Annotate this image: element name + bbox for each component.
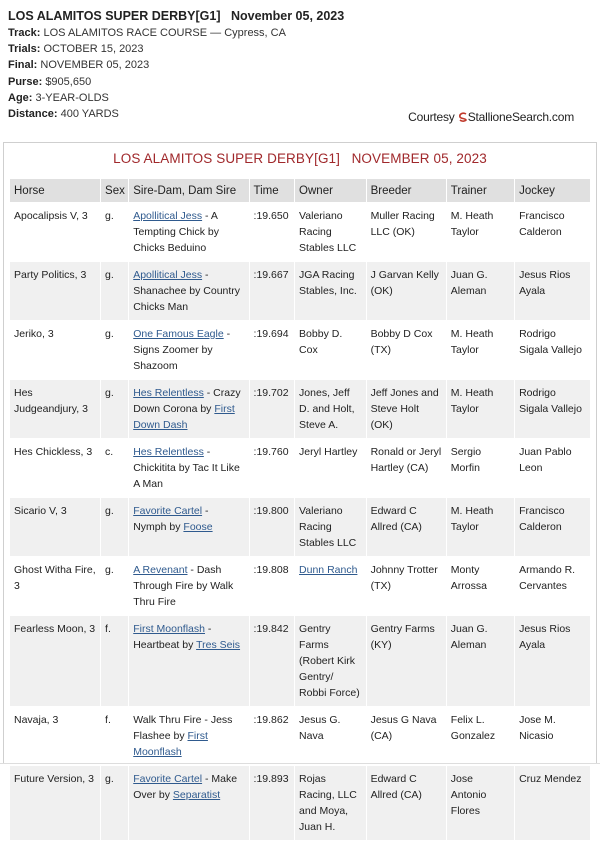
table-row [10,498,591,557]
horse-cell: Party Politics, 3 [10,262,101,321]
final-line [8,57,592,73]
sex-cell: g. [101,766,129,841]
purse-label: Purse: [8,75,43,88]
purse-value: $905,650 [45,75,92,88]
jockey-cell: Francisco Calderon [515,498,591,557]
jockey-cell: Jose M. Nicasio [515,707,591,766]
jockey-cell: Francisco Calderon [515,203,591,262]
jockey-cell: Armando R. Cervantes [515,557,591,616]
sire-dam-text: - Crazy Down Corona by [133,387,241,415]
breeder-cell: Edward C Allred (CA) [366,498,446,557]
age-value: 3-YEAR-OLDS [35,91,109,104]
sire-dam-text: - Heartbeat by [133,623,212,651]
sire-dam-text: - Chickitita by Tac It Like A Man [133,446,240,490]
table-row [10,203,591,262]
courtesy-credit [408,110,574,124]
col-header-breeder: Breeder [366,179,446,203]
race-title: LOS ALAMITOS SUPER DERBY[G1] [8,9,221,23]
owner-cell: Rojas Racing, LLC and Moya, Juan H. [295,766,367,841]
sex-cell: g. [101,498,129,557]
trainer-cell: M. Heath Taylor [446,203,514,262]
owner-cell: Valeriano Racing Stables LLC [295,498,367,557]
breeder-cell: J Garvan Kelly (OK) [366,262,446,321]
time-cell: :19.842 [249,616,295,707]
sire-dam-text: - Make Over by [133,773,238,801]
sire-link[interactable]: Hes Relentless [133,387,204,399]
sex-cell: g. [101,203,129,262]
sire-link[interactable]: Hes Relentless [133,446,204,458]
trainer-cell: Sergio Morfin [446,439,514,498]
sire-dam-text: - Jess Flashee by [133,714,233,742]
table-row [10,707,591,766]
owner-cell: JGA Racing Stables, Inc. [295,262,367,321]
sire-link[interactable]: A Revenant [133,564,188,576]
jockey-cell: Juan Pablo Leon [515,439,591,498]
sire-cell [129,557,249,616]
table-row [10,380,591,439]
trainer-cell: M. Heath Taylor [446,380,514,439]
sex-cell: g. [101,321,129,380]
distance-value: 400 YARDS [60,108,119,121]
sire-link[interactable]: One Famous Eagle [133,328,224,340]
trials-label: Trials: [8,43,41,56]
sire-link[interactable]: Favorite Cartel [133,505,203,517]
sire-dam-text: - Signs Zoomer by Shazoom [133,328,231,372]
sire-dam-text: - Shanachee by Country Chicks Man [133,269,241,313]
damsire-link[interactable]: Separatist [172,789,221,801]
sire-link[interactable]: Favorite Cartel [133,773,203,785]
trainer-cell: Juan G. Aleman [446,262,514,321]
owner-cell: Jeryl Hartley [295,439,367,498]
breeder-cell: Ronald or Jeryl Hartley (CA) [366,439,446,498]
col-header-sex: Sex [101,179,129,203]
horse-cell: Future Version, 3 [10,766,101,841]
track-value: LOS ALAMITOS RACE COURSE — Cypress, CA [43,27,286,39]
jockey-cell: Rodrigo Sigala Vallejo [515,380,591,439]
time-cell: :19.694 [249,321,295,380]
owner-cell: Bobby D. Cox [295,321,367,380]
sire-dam-text: - A Tempting Chick by Chicks Beduino [133,210,220,254]
breeder-cell: Jeff Jones and Steve Holt (OK) [366,380,446,439]
col-header-owner: Owner [295,179,367,203]
trials-line [8,41,592,57]
table-row [10,321,591,380]
track-label: Track: [8,27,41,39]
trainer-cell: Felix L. Gonzalez [446,707,514,766]
trials-value: OCTOBER 15, 2023 [43,43,144,56]
horse-cell: Jeriko, 3 [10,321,101,380]
trainer-cell: Jose Antonio Flores [446,766,514,841]
age-label: Age: [8,91,33,104]
sire-cell [129,616,249,707]
owner-cell [295,557,367,616]
time-cell: :19.702 [249,380,295,439]
col-header-trainer: Trainer [446,179,514,203]
table-title [4,151,596,173]
trainer-cell: Juan G. Aleman [446,616,514,707]
table-row [10,557,591,616]
sire-cell [129,380,249,439]
col-header-time: Time [249,179,295,203]
col-header-sire: Sire-Dam, Dam Sire [129,179,249,203]
page-bottom-divider [0,763,600,764]
time-cell: :19.800 [249,498,295,557]
results-table [9,178,591,841]
horse-cell: Hes Chickless, 3 [10,439,101,498]
sire-cell [129,262,249,321]
horse-cell: Navaja, 3 [10,707,101,766]
race-title-line [8,8,592,25]
table-row [10,616,591,707]
sire-link[interactable]: Apollitical Jess [133,210,203,222]
sire-cell [129,439,249,498]
sex-cell: g. [101,557,129,616]
sex-cell: f. [101,616,129,707]
sire-cell [129,203,249,262]
time-cell: :19.667 [249,262,295,321]
purse-line [8,74,592,90]
jockey-cell: Rodrigo Sigala Vallejo [515,321,591,380]
final-value: NOVEMBER 05, 2023 [40,59,150,72]
sire-cell [129,498,249,557]
breeder-cell: Gentry Farms (KY) [366,616,446,707]
breeder-cell: Bobby D Cox (TX) [366,321,446,380]
results-panel [3,142,597,833]
damsire-link[interactable]: Foose [183,521,213,533]
distance-label: Distance: [8,108,58,121]
sire-cell [129,321,249,380]
sire-dam-text: - Nymph by [133,505,209,533]
horse-cell: Ghost Witha Fire, 3 [10,557,101,616]
track-line [8,25,592,41]
breeder-cell: Muller Racing LLC (OK) [366,203,446,262]
time-cell: :19.808 [249,557,295,616]
horse-cell: Fearless Moon, 3 [10,616,101,707]
trainer-cell: Monty Arrossa [446,557,514,616]
sex-cell: f. [101,707,129,766]
sire-link[interactable]: First Moonflash [133,623,205,635]
horse-cell: Apocalipsis V, 3 [10,203,101,262]
sire-cell [129,766,249,841]
owner-cell: Jones, Jeff D. and Holt, Steve A. [295,380,367,439]
table-row [10,766,591,841]
brand-swirl-icon [458,112,468,122]
owner-cell: Valeriano Racing Stables LLC [295,203,367,262]
owner-link[interactable]: Dunn Ranch [299,564,358,576]
trainer-cell: M. Heath Taylor [446,321,514,380]
damsire-link[interactable]: First Down Dash [133,403,235,431]
time-cell: :19.893 [249,766,295,841]
sire-link[interactable]: Apollitical Jess [133,269,203,281]
sire-text: Walk Thru Fire [133,714,202,726]
damsire-link[interactable]: First Moonflash [133,730,208,758]
horse-cell: Sicario V, 3 [10,498,101,557]
jockey-cell: Jesus Rios Ayala [515,262,591,321]
jockey-cell: Jesus Rios Ayala [515,616,591,707]
sex-cell: g. [101,262,129,321]
sex-cell: c. [101,439,129,498]
sire-dam-text: - Dash Through Fire by Walk Thru Fire [133,564,234,608]
breeder-cell: Johnny Trotter (TX) [366,557,446,616]
owner-cell: Jesus G. Nava [295,707,367,766]
sire-cell [129,707,249,766]
col-header-jockey: Jockey [515,179,591,203]
courtesy-brand: StallioneSearch.com [467,110,574,124]
owner-cell: Gentry Farms (Robert Kirk Gentry/ Robbi Force) [295,616,367,707]
table-title-text: LOS ALAMITOS SUPER DERBY[G1] NOVEMBER 05, 2023 [113,151,487,166]
damsire-link[interactable]: Tres Seis [196,639,241,651]
table-header-row [10,179,591,203]
breeder-cell: Edward C Allred (CA) [366,766,446,841]
time-cell: :19.862 [249,707,295,766]
col-header-horse: Horse [10,179,101,203]
table-row [10,262,591,321]
time-cell: :19.650 [249,203,295,262]
jockey-cell: Cruz Mendez [515,766,591,841]
horse-cell: Hes Judgeandjury, 3 [10,380,101,439]
time-cell: :19.760 [249,439,295,498]
race-date: November 05, 2023 [230,9,345,23]
sex-cell: g. [101,380,129,439]
age-line [8,90,592,106]
courtesy-prefix: Courtesy [408,110,455,124]
final-label: Final: [8,59,38,72]
breeder-cell: Jesus G Nava (CA) [366,707,446,766]
trainer-cell: M. Heath Taylor [446,498,514,557]
table-row [10,439,591,498]
